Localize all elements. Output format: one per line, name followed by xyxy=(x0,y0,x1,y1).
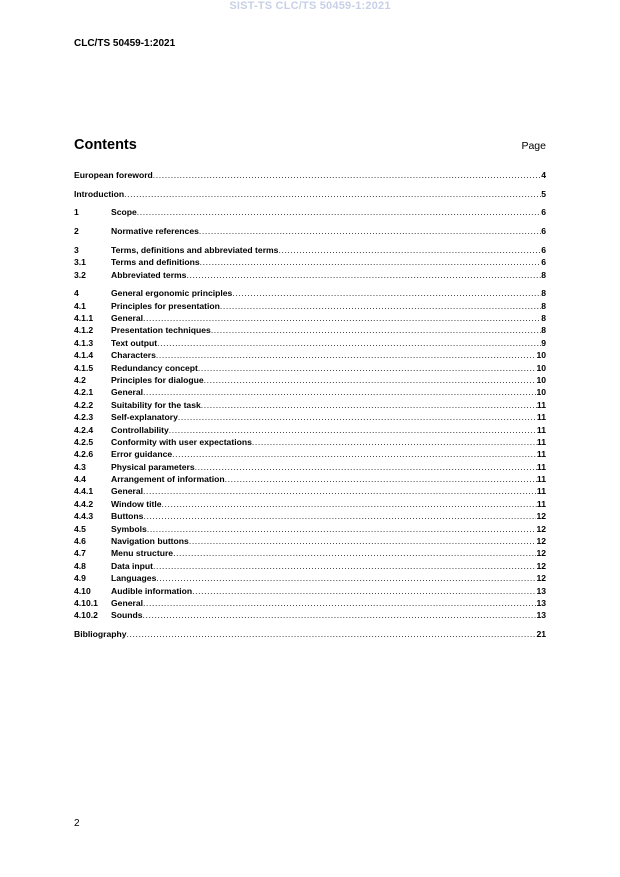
toc-entry[interactable] xyxy=(74,473,546,485)
toc-entry[interactable] xyxy=(74,337,546,349)
toc-entry[interactable] xyxy=(74,374,546,386)
toc-entry-page: 10 xyxy=(536,362,546,373)
toc-entry[interactable] xyxy=(74,244,546,256)
toc-entry-number: 4.10.1 xyxy=(74,597,98,608)
toc-entry-page: 11 xyxy=(536,424,546,435)
toc-entry[interactable] xyxy=(74,225,546,237)
toc-entry-number: 4.1.5 xyxy=(74,362,94,373)
toc-entry-page: 11 xyxy=(536,449,546,460)
toc-entry[interactable] xyxy=(74,547,546,559)
dot-leader xyxy=(201,399,537,411)
toc-entry-title: Normative references xyxy=(111,226,199,237)
dot-leader xyxy=(220,300,541,312)
dot-leader xyxy=(204,374,537,386)
toc-entry-title: Physical parameters xyxy=(111,461,195,472)
dot-leader xyxy=(200,256,542,268)
toc-entry-page: 8 xyxy=(541,288,546,299)
toc-entry-page: 6 xyxy=(541,226,546,237)
toc-entry-page: 10 xyxy=(536,374,546,385)
dot-leader xyxy=(169,424,537,436)
contents-header xyxy=(74,137,546,153)
toc-entry-title: Buttons xyxy=(111,511,144,522)
watermark: SIST-TS CLC/TS 50459-1:2021 xyxy=(229,0,391,12)
toc-entry-page: 8 xyxy=(541,300,546,311)
toc-entry-number: 4.10 xyxy=(74,585,91,596)
toc-entry[interactable] xyxy=(74,510,546,522)
toc-entry-number: 3.1 xyxy=(74,257,86,268)
toc-entry-page: 11 xyxy=(536,498,546,509)
toc-entry-number: 4.9 xyxy=(74,573,86,584)
toc-entry[interactable] xyxy=(74,287,546,299)
dot-leader xyxy=(278,244,541,256)
dot-leader xyxy=(153,560,536,572)
dot-leader xyxy=(252,436,537,448)
toc-entry-number: 4.6 xyxy=(74,536,86,547)
toc-entry-page: 13 xyxy=(536,585,546,596)
dot-leader xyxy=(143,312,541,324)
toc-entry-number: 4.1.4 xyxy=(74,350,94,361)
toc-entry-title: Text output xyxy=(111,337,158,348)
toc-entry-title: Self-explanatory xyxy=(111,412,178,423)
toc-entry-page: 8 xyxy=(541,269,546,280)
toc-entry[interactable] xyxy=(74,269,546,281)
toc-entry[interactable] xyxy=(74,609,546,621)
toc-entry-number: 4.2.6 xyxy=(74,449,94,460)
dot-leader xyxy=(143,609,537,621)
toc-entry-number: 4.1 xyxy=(74,300,86,311)
dot-leader xyxy=(211,324,541,336)
dot-leader xyxy=(198,362,537,374)
toc-entry-number: 4.2.5 xyxy=(74,436,94,447)
toc-entry-title: Principles for presentation xyxy=(111,300,220,311)
toc-entry-title: Introduction xyxy=(74,188,125,199)
toc-entry-number: 4.1.1 xyxy=(74,313,94,323)
toc-entry-number: 4.10.2 xyxy=(74,610,98,621)
toc-entry-title: General xyxy=(111,597,144,608)
toc-entry-page: 12 xyxy=(536,511,546,522)
dot-leader xyxy=(143,597,536,609)
toc-entry-number: 4.2.3 xyxy=(74,412,94,423)
toc-entry-title: Presentation techniques xyxy=(111,325,211,336)
toc-entry-title: Principles for dialogue xyxy=(111,374,204,385)
toc-entry-title: Bibliography xyxy=(74,629,127,640)
dot-leader xyxy=(153,169,541,181)
dot-leader xyxy=(178,411,537,423)
toc-entry[interactable] xyxy=(74,485,546,497)
toc-entry-page: 6 xyxy=(541,257,546,268)
toc-entry-title: Scope xyxy=(111,207,137,218)
toc-entry-number: 2 xyxy=(74,226,79,237)
toc-entry-title: Arrangement of information xyxy=(111,474,225,485)
toc-entry-title: General ergonomic principles xyxy=(111,288,233,299)
toc-entry-title: Terms, definitions and abbreviated terms xyxy=(111,244,279,255)
dot-leader xyxy=(189,535,537,547)
toc-entry-number: 4.4.1 xyxy=(74,486,94,497)
dot-leader xyxy=(157,337,541,349)
page-number: 2 xyxy=(74,818,80,829)
toc-entry-page: 12 xyxy=(536,523,546,534)
toc-entry[interactable] xyxy=(74,523,546,535)
page-column-label: Page xyxy=(521,140,546,152)
toc-entry-title: Navigation buttons xyxy=(111,536,189,547)
toc-entry-title: Characters xyxy=(111,350,156,361)
dot-leader xyxy=(137,206,541,218)
toc-entry-number: 4.8 xyxy=(74,560,86,571)
dot-leader xyxy=(143,386,536,398)
dot-leader xyxy=(199,225,541,237)
toc-entry-page: 8 xyxy=(541,313,546,323)
toc-entry-title: Symbols xyxy=(111,523,147,534)
toc-entry-page: 10 xyxy=(536,387,546,398)
toc-entry-number: 4.7 xyxy=(74,548,86,559)
dot-leader xyxy=(143,510,536,522)
toc-entry-title: General xyxy=(111,313,144,323)
toc-entry-page: 9 xyxy=(541,337,546,348)
toc-entry[interactable] xyxy=(74,436,546,448)
toc-entry[interactable] xyxy=(74,324,546,336)
dot-leader xyxy=(127,628,537,640)
toc-entry-number: 1 xyxy=(74,207,79,218)
toc-entry-title: Terms and definitions xyxy=(111,257,200,268)
toc-entry-number: 4.2.4 xyxy=(74,424,94,435)
toc-entry-number: 4.4.3 xyxy=(74,511,94,522)
dot-leader xyxy=(143,485,537,497)
toc-entry-title: Controllability xyxy=(111,424,169,435)
toc-entry-number: 3.2 xyxy=(74,269,86,280)
toc-entry-page: 10 xyxy=(536,350,546,361)
toc-entry-title: Sounds xyxy=(111,610,143,621)
toc-entry-page: 12 xyxy=(536,548,546,559)
toc-entry-number: 4.2 xyxy=(74,374,86,385)
toc-entry-page: 6 xyxy=(541,244,546,255)
toc-entry[interactable] xyxy=(74,498,546,510)
toc-entry[interactable] xyxy=(74,169,546,181)
toc-entry-title: Languages xyxy=(111,573,157,584)
toc-entry[interactable] xyxy=(74,572,546,584)
dot-leader xyxy=(225,473,537,485)
dot-leader xyxy=(192,585,536,597)
dot-leader xyxy=(195,461,537,473)
toc-entry-page: 12 xyxy=(536,573,546,584)
toc-entry-page: 8 xyxy=(541,325,546,336)
toc-entry[interactable] xyxy=(74,386,546,398)
dot-leader xyxy=(186,269,541,281)
toc-entry-number: 4.4 xyxy=(74,474,86,485)
document-id: CLC/TS 50459-1:2021 xyxy=(74,38,176,49)
toc-entry[interactable] xyxy=(74,597,546,609)
toc-entry-title: Audible information xyxy=(111,585,193,596)
toc-entry-page: 11 xyxy=(536,486,546,497)
toc-entry[interactable] xyxy=(74,206,546,218)
toc-entry-number: 4.1.2 xyxy=(74,325,94,336)
dot-leader xyxy=(124,188,541,200)
toc-entry[interactable] xyxy=(74,424,546,436)
toc-entry-title: Window title xyxy=(111,498,162,509)
toc-entry-title: General xyxy=(111,486,144,497)
dot-leader xyxy=(162,498,537,510)
table-of-contents xyxy=(74,169,546,640)
dot-leader xyxy=(147,523,537,535)
contents-title: Contents xyxy=(74,137,137,153)
toc-entry[interactable] xyxy=(74,628,546,640)
dot-leader xyxy=(156,572,536,584)
toc-entry[interactable] xyxy=(74,349,546,361)
toc-entry-page: 4 xyxy=(541,170,546,180)
toc-entry-page: 12 xyxy=(536,536,546,547)
toc-entry-page: 11 xyxy=(536,436,546,447)
toc-entry[interactable] xyxy=(74,362,546,374)
toc-entry-number: 4.2.2 xyxy=(74,399,94,410)
toc-entry-number: 4.2.1 xyxy=(74,387,94,398)
toc-entry[interactable] xyxy=(74,585,546,597)
toc-entry-title: Data input xyxy=(111,560,154,571)
toc-entry-number: 4.3 xyxy=(74,461,86,472)
toc-entry[interactable] xyxy=(74,560,546,572)
toc-entry-page: 11 xyxy=(536,412,546,423)
toc-entry-number: 4.1.3 xyxy=(74,337,94,348)
toc-entry-number: 4.4.2 xyxy=(74,498,94,509)
dot-leader xyxy=(232,287,541,299)
toc-entry-title: Suitability for the task xyxy=(111,399,201,410)
toc-entry-page: 11 xyxy=(536,399,546,410)
toc-entry-title: Abbreviated terms xyxy=(111,269,187,280)
toc-entry[interactable] xyxy=(74,461,546,473)
toc-entry-page: 6 xyxy=(541,207,546,218)
toc-entry-title: Conformity with user expectations xyxy=(111,436,252,447)
dot-leader xyxy=(172,448,537,460)
toc-entry-page: 13 xyxy=(536,597,546,608)
toc-entry-number: 4.5 xyxy=(74,523,86,534)
toc-entry-title: Redundancy concept xyxy=(111,362,198,373)
toc-entry[interactable] xyxy=(74,448,546,460)
toc-entry-page: 11 xyxy=(536,461,546,472)
toc-entry-page: 21 xyxy=(536,629,546,640)
toc-entry[interactable] xyxy=(74,535,546,547)
dot-leader xyxy=(156,349,537,361)
toc-entry-title: General xyxy=(111,387,144,398)
dot-leader xyxy=(173,547,536,559)
toc-entry-page: 5 xyxy=(541,188,546,199)
toc-entry-number: 4 xyxy=(74,288,79,299)
toc-entry-page: 12 xyxy=(536,560,546,571)
toc-entry[interactable] xyxy=(74,411,546,423)
toc-entry[interactable] xyxy=(74,312,546,324)
toc-entry-page: 13 xyxy=(536,610,546,621)
toc-entry[interactable] xyxy=(74,256,546,268)
toc-entry-title: European foreword xyxy=(74,170,153,180)
toc-entry[interactable] xyxy=(74,399,546,411)
toc-entry[interactable] xyxy=(74,188,546,200)
toc-entry-title: Error guidance xyxy=(111,449,173,460)
toc-entry-number: 3 xyxy=(74,244,79,255)
toc-entry-page: 11 xyxy=(536,474,546,485)
toc-entry-title: Menu structure xyxy=(111,548,174,559)
toc-entry[interactable] xyxy=(74,300,546,312)
